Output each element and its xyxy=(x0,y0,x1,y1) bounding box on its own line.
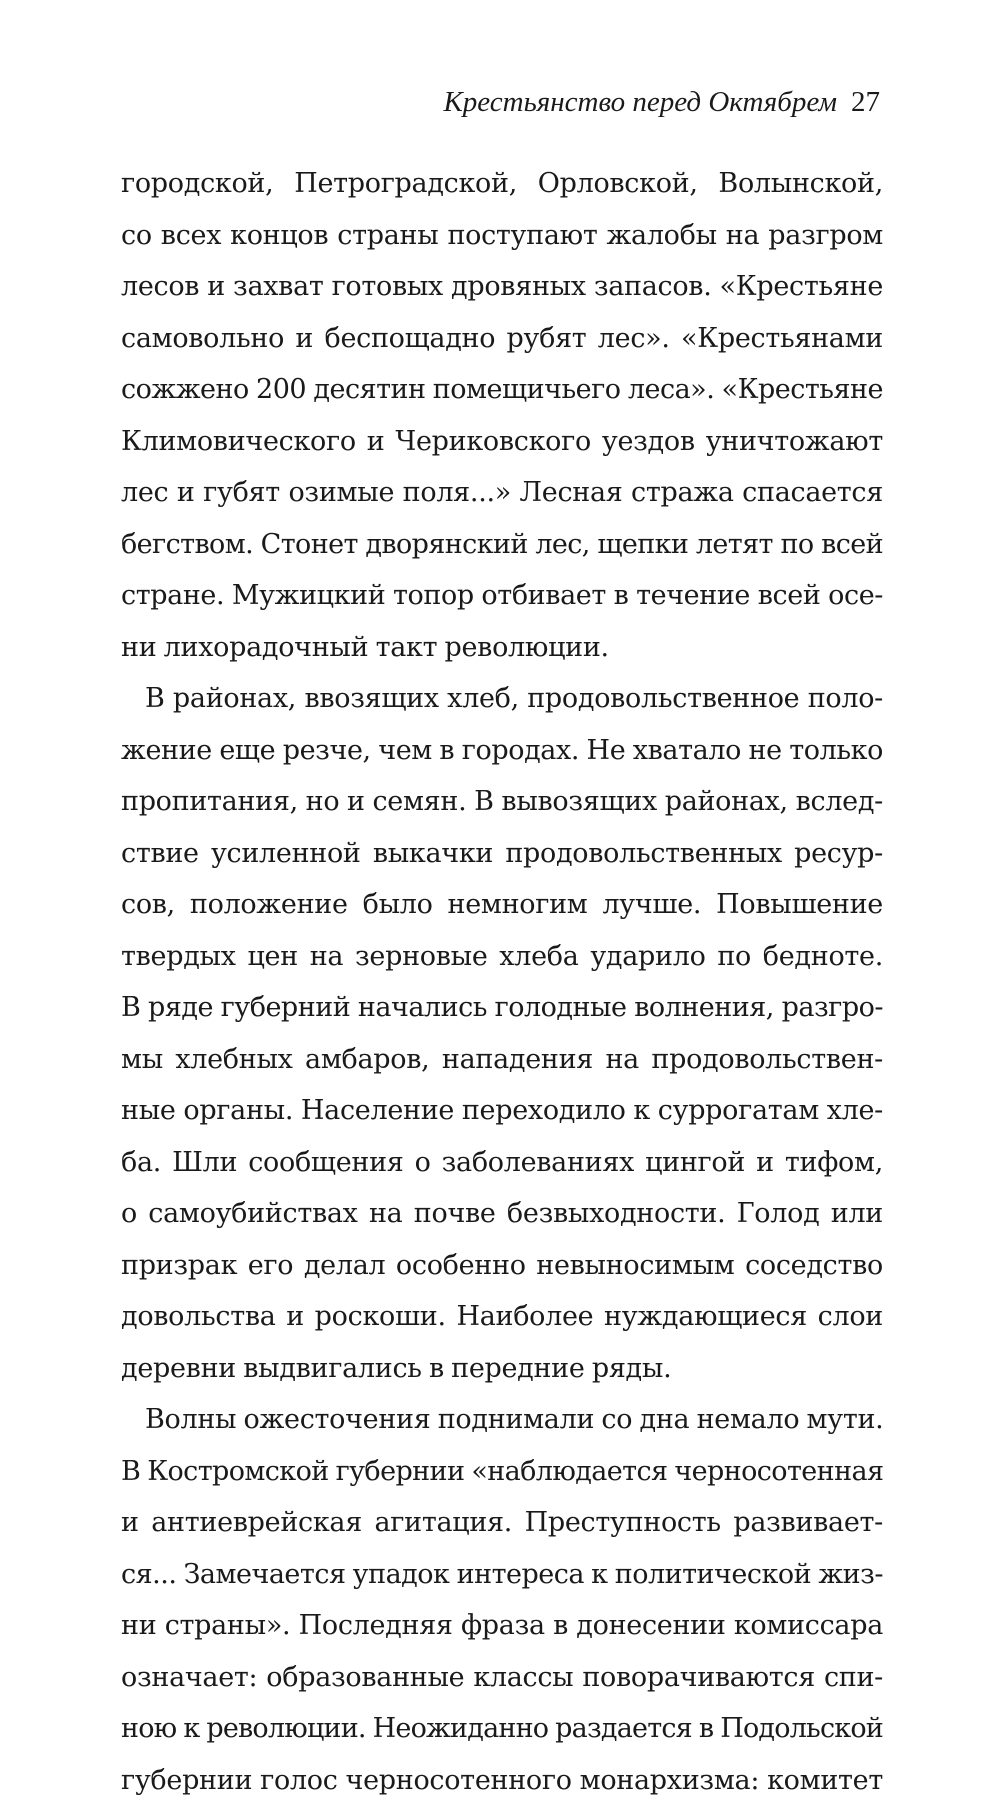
text-line: сожжено 200 десятин помещичьего леса». «Крестьяне xyxy=(121,364,883,416)
text-line: означает: образованные классы поворачиваются спи- xyxy=(121,1652,883,1704)
text-line: сов, положение было немногим лучше. Повышение xyxy=(121,879,883,931)
page-number: 27 xyxy=(851,86,880,118)
text-line: ни страны». Последняя фраза в донесении комиссара xyxy=(121,1600,883,1652)
text-line: деревни выдвигались в передние ряды. xyxy=(121,1343,883,1395)
body-text xyxy=(121,158,883,1806)
text-line: В ряде губерний начались голодные волнения, разгро- xyxy=(121,982,883,1034)
text-line: самовольно и беспощадно рубят лес». «Крестьянами xyxy=(121,313,883,365)
text-line: стране. Мужицкий топор отбивает в течение всей осе- xyxy=(121,570,883,622)
text-line: со всех концов страны поступают жалобы на разгром xyxy=(121,210,883,262)
text-line: В районах, ввозящих хлеб, продовольственное поло- xyxy=(121,673,883,725)
text-line: пропитания, но и семян. В вывозящих районах, вслед- xyxy=(121,776,883,828)
text-line: призрак его делал особенно невыносимым соседство xyxy=(121,1240,883,1292)
running-title: Крестьянство перед Октябрем xyxy=(444,86,837,118)
text-line: и антиеврейская агитация. Преступность развивает- xyxy=(121,1497,883,1549)
text-line: жение еще резче, чем в городах. Не хватало не только xyxy=(121,725,883,777)
text-line: губернии голос черносотенного монархизма: комитет xyxy=(121,1755,883,1806)
text-line: ною к революции. Неожиданно раздается в Подольской xyxy=(121,1703,883,1755)
text-line: городской, Петроградской, Орловской, Волынской, xyxy=(121,158,883,210)
text-line: довольства и роскоши. Наиболее нуждающиеся слои xyxy=(121,1291,883,1343)
text-line: ба. Шли сообщения о заболеваниях цингой и тифом, xyxy=(121,1137,883,1189)
text-line: бегством. Стонет дворянский лес, щепки летят по всей xyxy=(121,519,883,571)
text-line: мы хлебных амбаров, нападения на продовольствен- xyxy=(121,1034,883,1086)
running-header xyxy=(120,82,880,122)
text-line: лес и губят озимые поля...» Лесная стража спасается xyxy=(121,467,883,519)
text-line: ствие усиленной выкачки продовольственных ресур- xyxy=(121,828,883,880)
text-line: лесов и захват готовых дровяных запасов. «Крестьяне xyxy=(121,261,883,313)
text-line: о самоубийствах на почве безвыходности. Голод или xyxy=(121,1188,883,1240)
text-line: Климовического и Чериковского уездов уничтожают xyxy=(121,416,883,468)
text-line: твердых цен на зерновые хлеба ударило по бедноте. xyxy=(121,931,883,983)
text-line: ни лихорадочный такт революции. xyxy=(121,622,883,674)
text-line: ные органы. Население переходило к суррогатам хле- xyxy=(121,1085,883,1137)
text-line: ся... Замечается упадок интереса к политической жиз- xyxy=(121,1549,883,1601)
text-line: В Костромской губернии «наблюдается черносотенная xyxy=(121,1446,883,1498)
text-line: Волны ожесточения поднимали со дна немало мути. xyxy=(121,1394,883,1446)
